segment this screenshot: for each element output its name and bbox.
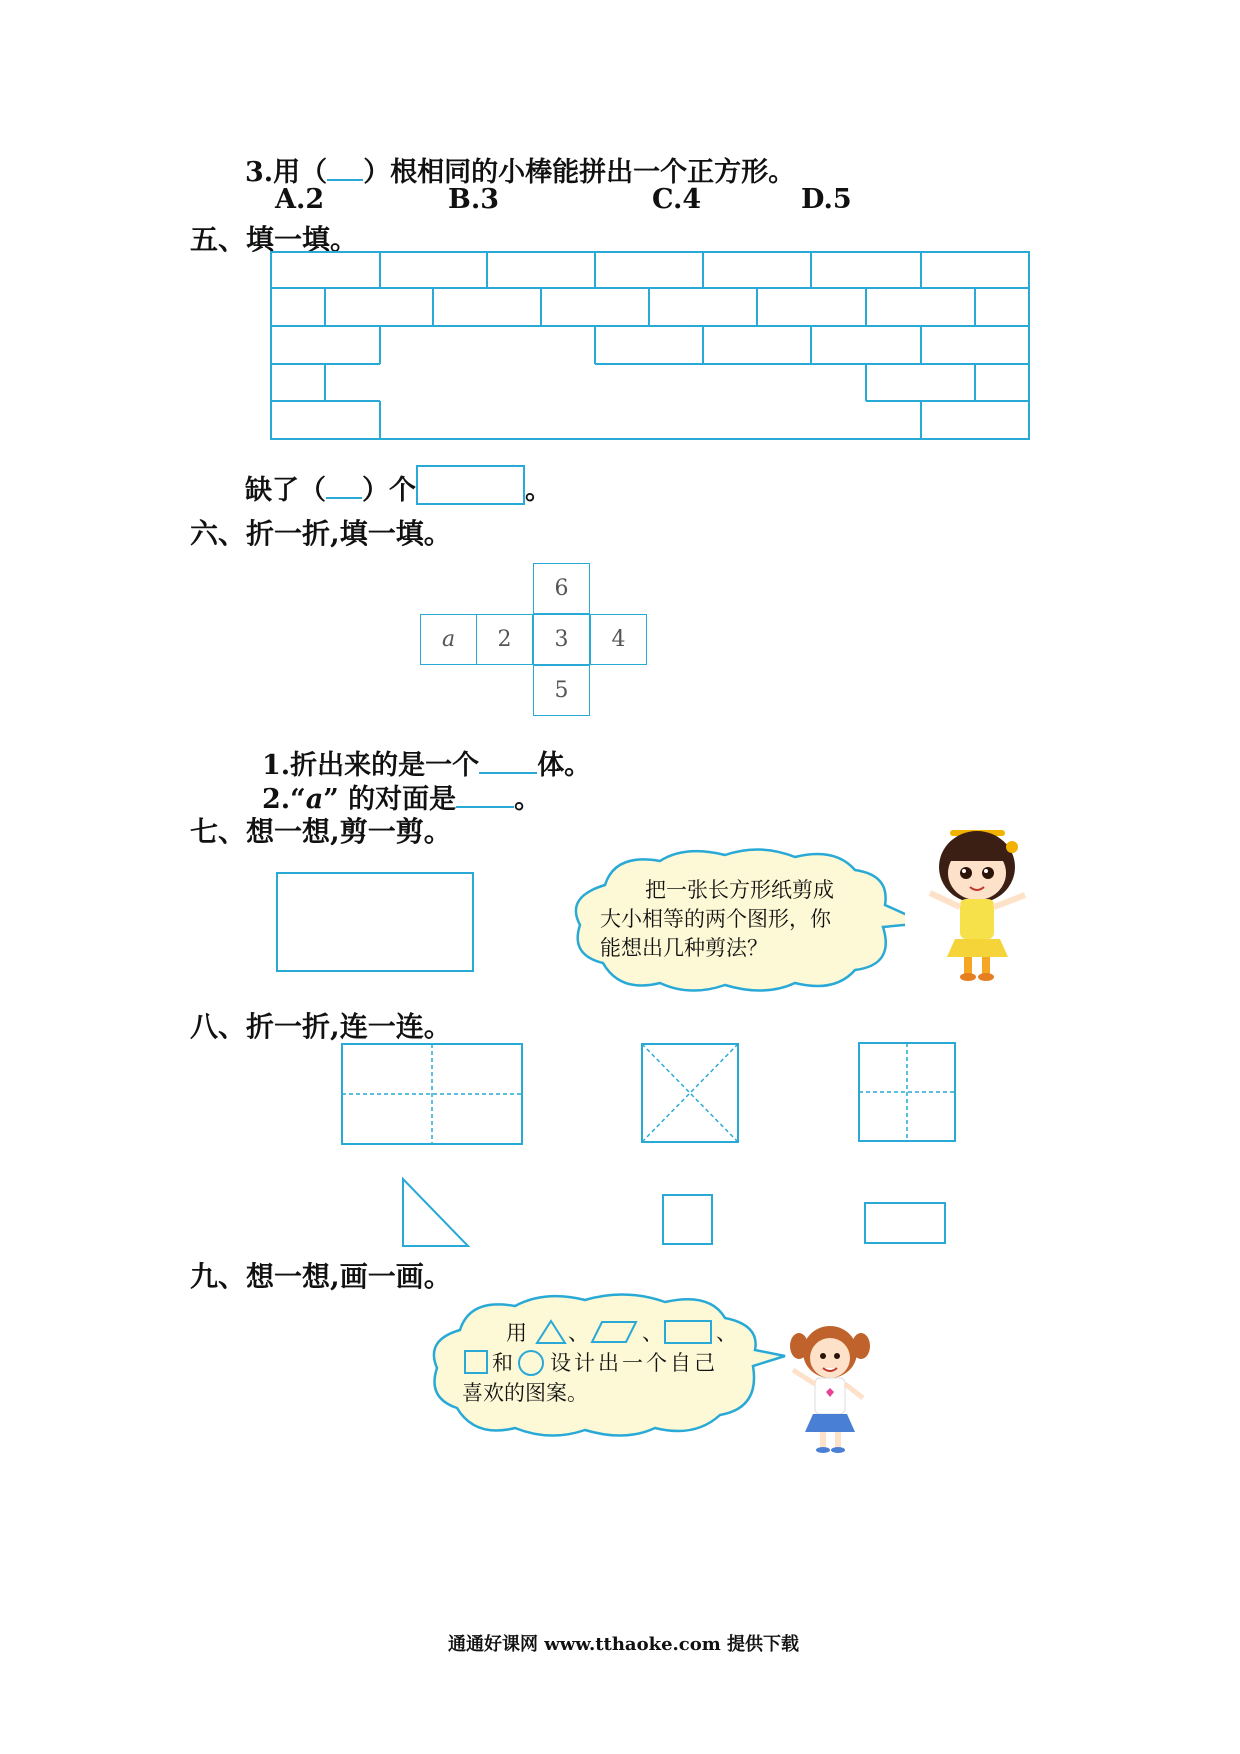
- option-d[interactable]: D.5: [801, 184, 852, 215]
- question-3: [245, 150, 795, 189]
- square-icon: [462, 1348, 490, 1376]
- circle-icon: [516, 1348, 546, 1378]
- section-9-title: 九、想一想,画一画。: [190, 1260, 452, 1293]
- bubble2-rest: 设计出一个自己: [550, 1351, 718, 1375]
- sec5-answer-blank[interactable]: [326, 496, 362, 499]
- rectangle-to-cut[interactable]: [276, 872, 474, 972]
- bubble2-sep-3: 、: [716, 1321, 737, 1345]
- section-8-title: 八、折一折,连一连。: [190, 1010, 452, 1043]
- sec6-q1-suffix: 体。: [537, 750, 592, 781]
- triangle-shape[interactable]: [398, 1176, 472, 1250]
- sec6-q2-prefix: 2.“: [262, 784, 306, 815]
- bubble2-sep-2: 、: [642, 1321, 663, 1345]
- bubble2-line-3: 喜欢的图案。: [462, 1381, 588, 1405]
- small-rectangle-shape[interactable]: [862, 1200, 948, 1246]
- sec6-q2-blank[interactable]: [456, 805, 514, 808]
- sec6-q2-mid: ” 的对面是: [323, 784, 457, 815]
- triangle-icon: [534, 1318, 568, 1346]
- sec6-q2-letter: a: [305, 784, 324, 815]
- folded-rectangle-2x2[interactable]: [338, 1040, 528, 1150]
- sec5-answer-suffix: ）个: [362, 475, 416, 506]
- folded-square-diagonals[interactable]: [638, 1040, 743, 1148]
- q3-suffix: ）根相同的小棒能拼出一个正方形。: [363, 157, 796, 188]
- section-5-title: 五、填一填。: [190, 223, 359, 256]
- section-6-title: 六、折一折,填一填。: [190, 517, 452, 550]
- bubble2-line-1: [506, 1318, 746, 1348]
- folded-square-cross[interactable]: [855, 1039, 960, 1147]
- net-face-a: a: [420, 614, 477, 665]
- bubble2-word-use: 用: [506, 1321, 527, 1345]
- sec5-answer-prefix: 缺了（: [245, 475, 326, 506]
- bubble-line-1: 把一张长方形纸剪成: [645, 878, 834, 902]
- brick-wall: [265, 247, 1040, 447]
- sec5-answer-end: 。: [525, 475, 552, 506]
- bubble-line-3: 能想出几种剪法？: [600, 936, 768, 960]
- sec6-q2-suffix: 。: [514, 784, 542, 815]
- bubble-line-2: 大小相等的两个图形，你: [600, 907, 831, 931]
- net-face-top: 6: [533, 563, 590, 614]
- section-7-title: 七、想一想,剪一剪。: [190, 815, 452, 848]
- option-a[interactable]: A.2: [275, 184, 325, 215]
- option-c[interactable]: C.4: [652, 184, 702, 215]
- net-face-left: 2: [476, 614, 533, 665]
- small-square-shape[interactable]: [660, 1192, 715, 1247]
- girl-illustration-icon: [920, 825, 1035, 985]
- rectangle-icon: [662, 1318, 714, 1346]
- q3-prefix: 3.用（: [245, 157, 328, 188]
- sec6-q1-blank[interactable]: [479, 771, 537, 774]
- brick-icon: [416, 465, 525, 505]
- bubble2-word-and: 和: [492, 1351, 513, 1375]
- parallelogram-icon: [588, 1318, 640, 1346]
- net-face-right: 4: [590, 614, 647, 665]
- net-face-center: 3: [533, 614, 590, 665]
- girl-with-pigtails-icon: [785, 1320, 875, 1455]
- q3-answer-blank[interactable]: [327, 178, 363, 181]
- net-face-bottom: 5: [533, 665, 590, 716]
- bubble2-sep-1: 、: [568, 1321, 589, 1345]
- section-5-answer: [245, 465, 552, 507]
- footer-text: 通通好课网 www.tthaoke.com 提供下载: [448, 1634, 800, 1655]
- option-b[interactable]: B.3: [448, 184, 500, 215]
- sec6-q1-prefix: 1.折出来的是一个: [262, 750, 480, 781]
- bubble2-line-2: [462, 1348, 742, 1378]
